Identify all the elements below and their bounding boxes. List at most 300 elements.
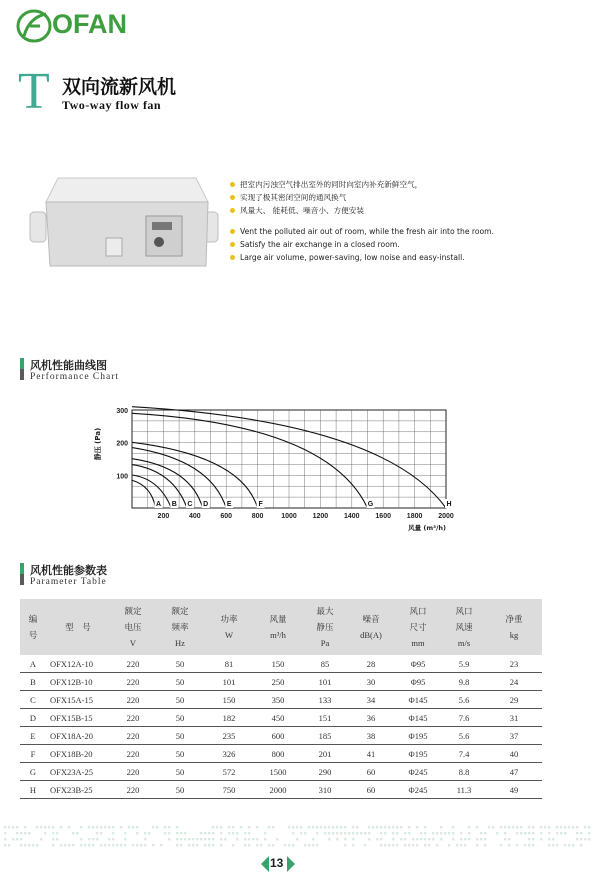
x-tick-label: 2000 — [438, 513, 454, 520]
decor-dot — [404, 844, 406, 846]
decor-dot — [256, 826, 258, 828]
decor-dot — [552, 838, 554, 840]
decor-dot — [328, 838, 330, 840]
decor-dot — [204, 844, 206, 846]
decor-dot — [260, 844, 262, 846]
decor-dot — [380, 826, 382, 828]
decor-dot — [364, 832, 366, 834]
decor-dot — [164, 826, 166, 828]
table-cell: E — [20, 727, 46, 745]
decor-dot — [588, 826, 590, 828]
table-cell: 50 — [156, 691, 204, 709]
decor-dot — [128, 826, 130, 828]
decor-dot — [508, 844, 510, 846]
decor-dot — [396, 844, 398, 846]
prev-arrow-icon — [261, 856, 269, 872]
decor-dot — [268, 826, 270, 828]
decor-dot — [408, 844, 410, 846]
heading-letter: T — [18, 63, 50, 120]
decor-dot — [104, 826, 106, 828]
decor-dot — [460, 832, 462, 834]
decor-dot — [316, 844, 318, 846]
decor-dot — [344, 838, 346, 840]
decor-dot — [556, 844, 558, 846]
decor-dot — [220, 838, 222, 840]
decor-dot — [484, 838, 486, 840]
table-cell: 750 — [204, 781, 254, 799]
decor-dot — [200, 832, 202, 834]
x-tick-label: 400 — [188, 513, 201, 520]
decor-dot — [356, 826, 358, 828]
decor-dot — [108, 838, 110, 840]
table-cell: Φ245 — [394, 781, 442, 799]
table-cell: 5.6 — [442, 691, 486, 709]
decor-dot — [180, 832, 182, 834]
decor-dot — [476, 826, 478, 828]
decor-dot — [528, 832, 530, 834]
decor-dot — [340, 826, 342, 828]
decor-dot — [508, 838, 510, 840]
decor-dot — [12, 838, 14, 840]
decor-dot — [248, 832, 250, 834]
decor-dot — [576, 832, 578, 834]
decor-dot — [576, 826, 578, 828]
decor-dot — [440, 826, 442, 828]
decor-dot — [160, 844, 162, 846]
decor-dot — [164, 832, 166, 834]
decor-dot — [516, 832, 518, 834]
decor-dot — [452, 832, 454, 834]
x-axis-label: 风量 (m³/h) — [408, 524, 446, 532]
decor-dot — [152, 826, 154, 828]
decor-dot — [4, 832, 6, 834]
decor-dot — [416, 838, 418, 840]
decor-dot — [124, 844, 126, 846]
table-cell: 326 — [204, 745, 254, 763]
decor-dot — [360, 832, 362, 834]
decor-dot — [552, 844, 554, 846]
feature-item: Satisfy the air exchange in a closed room. — [230, 238, 494, 251]
decor-dot — [528, 838, 530, 840]
decor-dot — [344, 832, 346, 834]
table-cell: OFX23B-25 — [46, 781, 110, 799]
decor-dot — [564, 826, 566, 828]
decor-dot — [60, 844, 62, 846]
table-cell: 185 — [302, 727, 348, 745]
decor-dot — [488, 826, 490, 828]
table-cell: OFX18A-20 — [46, 727, 110, 745]
decor-dot — [548, 838, 550, 840]
decor-dot — [312, 826, 314, 828]
decor-dot — [288, 826, 290, 828]
decor-dot — [232, 832, 234, 834]
decor-dot — [436, 844, 438, 846]
decor-dot — [464, 844, 466, 846]
decor-dot — [384, 826, 386, 828]
table-cell: 60 — [348, 781, 394, 799]
table-cell: 101 — [302, 673, 348, 691]
decor-dot — [96, 832, 98, 834]
decor-dot — [572, 844, 574, 846]
decor-dot — [324, 832, 326, 834]
decor-dot — [184, 838, 186, 840]
decor-dot — [92, 826, 94, 828]
table-cell: 600 — [254, 727, 302, 745]
table-header-cell — [486, 599, 542, 655]
decor-dot — [312, 838, 314, 840]
header-text: dB(A) — [360, 630, 382, 640]
decor-dot — [468, 832, 470, 834]
decor-dot — [24, 826, 26, 828]
table-cell: H — [20, 781, 46, 799]
decor-dot — [212, 832, 214, 834]
table-cell: D — [20, 709, 46, 727]
chart-svg — [80, 400, 480, 540]
decor-dot — [548, 826, 550, 828]
table-cell: 29 — [486, 691, 542, 709]
table-cell: 9.8 — [442, 673, 486, 691]
decor-dot — [56, 832, 58, 834]
decor-dot — [220, 844, 222, 846]
table-cell: Φ195 — [394, 727, 442, 745]
table-cell: 101 — [204, 673, 254, 691]
table-cell: 151 — [302, 709, 348, 727]
decor-dot — [88, 844, 90, 846]
decor-dot — [396, 826, 398, 828]
table-cell: 37 — [486, 727, 542, 745]
decor-dot — [308, 844, 310, 846]
x-tick-label: 200 — [157, 513, 170, 520]
table-row — [20, 781, 542, 799]
table-cell: 47 — [486, 763, 542, 781]
decor-dot — [524, 844, 526, 846]
series-curve — [132, 480, 156, 508]
decor-dot — [200, 838, 202, 840]
decor-dot — [264, 832, 266, 834]
table-cell: 23 — [486, 655, 542, 673]
feature-item: 把室内污浊空气排出室外的同时向室内补充新鲜空气， — [230, 178, 494, 191]
table-cell: 85 — [302, 655, 348, 673]
table-cell: 8.8 — [442, 763, 486, 781]
header-text: 风速 — [455, 622, 473, 632]
table-cell: OFX12A-10 — [46, 655, 110, 673]
decor-dot — [476, 844, 478, 846]
decor-dot — [584, 826, 586, 828]
decor-dot — [348, 832, 350, 834]
decor-dot — [336, 832, 338, 834]
decor-dot — [228, 832, 230, 834]
table-cell: OFX12B-10 — [46, 673, 110, 691]
decor-dot — [8, 844, 10, 846]
decor-dot — [416, 826, 418, 828]
brand-name: OFAN — [52, 9, 128, 39]
decor-dot — [80, 844, 82, 846]
decor-dot — [208, 838, 210, 840]
table-cell: 7.4 — [442, 745, 486, 763]
decor-dot — [108, 844, 110, 846]
decor-dot — [316, 826, 318, 828]
decor-dot — [428, 838, 430, 840]
table-cell: 220 — [110, 781, 156, 799]
decor-dot — [16, 826, 18, 828]
performance-title-cn: 风机性能曲线图 — [30, 359, 107, 372]
decor-dot — [244, 844, 246, 846]
header-text: 功率 — [220, 614, 238, 624]
decor-dot — [532, 838, 534, 840]
header-text: 额定 — [124, 606, 142, 616]
decor-dot — [212, 844, 214, 846]
table-cell: 5.6 — [442, 727, 486, 745]
decor-dot — [20, 832, 22, 834]
decor-dot — [300, 826, 302, 828]
table-row — [20, 709, 542, 727]
decor-dot — [152, 844, 154, 846]
decor-dot — [40, 838, 42, 840]
decor-dot — [444, 832, 446, 834]
header-text: V — [129, 638, 137, 648]
x-tick-label: 1200 — [312, 513, 329, 520]
table-cell: Φ245 — [394, 763, 442, 781]
table-cell: 350 — [254, 691, 302, 709]
table-header-row — [20, 599, 542, 655]
decor-dot — [408, 826, 410, 828]
table-cell: 34 — [348, 691, 394, 709]
decor-dot — [4, 844, 6, 846]
table-cell: Φ95 — [394, 655, 442, 673]
table-cell: 201 — [302, 745, 348, 763]
decor-dot — [104, 844, 106, 846]
decor-dot — [96, 838, 98, 840]
series-label: H — [446, 501, 452, 508]
header-text: 频率 — [171, 622, 189, 632]
decor-dot — [352, 832, 354, 834]
header-text: 型 号 — [65, 622, 91, 632]
decor-dot — [460, 838, 462, 840]
decor-dot — [272, 826, 274, 828]
header-text: 风口 — [455, 606, 473, 616]
decor-dot — [424, 832, 426, 834]
decor-dot — [292, 832, 294, 834]
decor-dot — [448, 844, 450, 846]
decor-dot — [352, 826, 354, 828]
decor-dot — [284, 844, 286, 846]
decor-dot — [564, 832, 566, 834]
decor-dot — [520, 832, 522, 834]
decor-dot — [144, 838, 146, 840]
decor-dot — [380, 838, 382, 840]
table-cell: 40 — [486, 745, 542, 763]
table-cell: 235 — [204, 727, 254, 745]
decor-dot — [56, 838, 58, 840]
decor-dot — [340, 832, 342, 834]
decor-dot — [328, 826, 330, 828]
bullet-icon — [230, 208, 235, 213]
decor-dot — [388, 826, 390, 828]
params-title-en: Parameter Table — [30, 577, 107, 587]
table-cell: Φ95 — [394, 673, 442, 691]
decor-dot — [188, 838, 190, 840]
decor-dot — [452, 826, 454, 828]
decor-dot — [208, 832, 210, 834]
x-tick-label: 800 — [251, 513, 264, 520]
x-tick-label: 1400 — [344, 513, 360, 520]
decor-dot — [240, 826, 242, 828]
table-header-cell — [394, 599, 442, 655]
logo-mark-icon — [14, 8, 54, 44]
decor-dot — [556, 826, 558, 828]
table-cell: 5.9 — [442, 655, 486, 673]
header-text: m/s — [457, 638, 471, 648]
table-cell: F — [20, 745, 46, 763]
decor-dot — [412, 838, 414, 840]
header-text: 净重 — [505, 614, 523, 624]
decor-dot — [100, 844, 102, 846]
decor-dot — [144, 832, 146, 834]
feature-list — [230, 178, 494, 264]
decor-dot — [92, 838, 94, 840]
header-text: kg — [509, 630, 519, 640]
decor-dot — [100, 832, 102, 834]
table-cell: OFX15A-15 — [46, 691, 110, 709]
table-cell: 220 — [110, 709, 156, 727]
decor-dot — [412, 844, 414, 846]
logo — [14, 8, 54, 44]
decor-dot — [356, 832, 358, 834]
performance-title-en: Performance Chart — [30, 372, 120, 382]
decor-dot — [540, 832, 542, 834]
table-cell: 2000 — [254, 781, 302, 799]
table-cell: 250 — [254, 673, 302, 691]
decor-dot — [504, 832, 506, 834]
decor-dot — [272, 844, 274, 846]
table-cell: 81 — [204, 655, 254, 673]
decor-dot — [180, 844, 182, 846]
decor-dot — [256, 844, 258, 846]
table-cell: 60 — [348, 763, 394, 781]
performance-chart — [80, 400, 480, 540]
decor-dot — [520, 826, 522, 828]
decor-dot — [580, 832, 582, 834]
decor-dot — [232, 826, 234, 828]
decor-dot — [116, 844, 118, 846]
decor-dot — [452, 838, 454, 840]
table-cell: 41 — [348, 745, 394, 763]
decor-dot — [392, 832, 394, 834]
decor-dot — [456, 844, 458, 846]
table-cell: C — [20, 691, 46, 709]
decor-dot — [4, 826, 6, 828]
header-text: 编 — [28, 614, 38, 624]
decor-dot — [48, 826, 50, 828]
page-title-en: Two-way flow fan — [62, 98, 162, 112]
decor-dot — [176, 844, 178, 846]
decor-dot — [76, 832, 78, 834]
table-cell: 50 — [156, 781, 204, 799]
table-cell: 572 — [204, 763, 254, 781]
decor-dot — [148, 832, 150, 834]
table-cell: G — [20, 763, 46, 781]
table-cell: 38 — [348, 727, 394, 745]
decor-dot — [168, 832, 170, 834]
decor-dot — [208, 844, 210, 846]
decor-dot — [560, 832, 562, 834]
table-cell: 11.3 — [442, 781, 486, 799]
decor-dot — [392, 826, 394, 828]
decor-dot — [100, 826, 102, 828]
series-label: G — [367, 501, 374, 508]
table-row — [20, 745, 542, 763]
table-row — [20, 727, 542, 745]
decor-dot — [236, 832, 238, 834]
decor-dot — [224, 838, 226, 840]
footer-decoration — [0, 822, 596, 858]
table-row — [20, 763, 542, 781]
decor-dot — [124, 838, 126, 840]
decor-dot — [88, 826, 90, 828]
table-cell: 310 — [302, 781, 348, 799]
header-text: 额定 — [171, 606, 189, 616]
decor-dot — [24, 832, 26, 834]
feature-item: 风量大、 能耗低、噪音小、方便安装 — [230, 204, 494, 217]
decor-dot — [504, 826, 506, 828]
decor-dot — [532, 826, 534, 828]
table-header-cell — [204, 599, 254, 655]
decor-dot — [364, 844, 366, 846]
decor-dot — [392, 838, 394, 840]
decor-dot — [244, 838, 246, 840]
decor-dot — [308, 826, 310, 828]
series-label: D — [203, 501, 209, 508]
table-cell: 290 — [302, 763, 348, 781]
decor-dot — [188, 844, 190, 846]
table-row — [20, 673, 542, 691]
decor-dot — [344, 826, 346, 828]
table-cell: 49 — [486, 781, 542, 799]
header-text: 风量 — [269, 614, 287, 624]
table-row — [20, 691, 542, 709]
decor-dot — [436, 832, 438, 834]
table-cell: 1500 — [254, 763, 302, 781]
header-text: 静压 — [316, 622, 334, 632]
decor-dot — [84, 844, 86, 846]
decor-dot — [212, 826, 214, 828]
table-cell: 7.6 — [442, 709, 486, 727]
series-label: E — [226, 501, 232, 508]
table-header-cell — [442, 599, 486, 655]
page-title-cn: 双向流新风机 — [62, 76, 177, 98]
table-cell: 220 — [110, 727, 156, 745]
decor-dot — [476, 838, 478, 840]
table-cell: 50 — [156, 673, 204, 691]
decor-dot — [156, 826, 158, 828]
decor-dot — [144, 844, 146, 846]
decor-dot — [52, 838, 54, 840]
decor-dot — [484, 832, 486, 834]
table-cell: 150 — [204, 691, 254, 709]
decor-dot — [560, 826, 562, 828]
decor-dot — [68, 844, 70, 846]
decor-dot — [432, 838, 434, 840]
table-cell: 50 — [156, 655, 204, 673]
table-cell: 182 — [204, 709, 254, 727]
section-marker — [20, 358, 24, 380]
decor-dot — [196, 844, 198, 846]
decor-dot — [304, 844, 306, 846]
decor-dot — [548, 844, 550, 846]
decor-dot — [540, 826, 542, 828]
table-cell: OFX18B-20 — [46, 745, 110, 763]
table-cell: Φ145 — [394, 691, 442, 709]
